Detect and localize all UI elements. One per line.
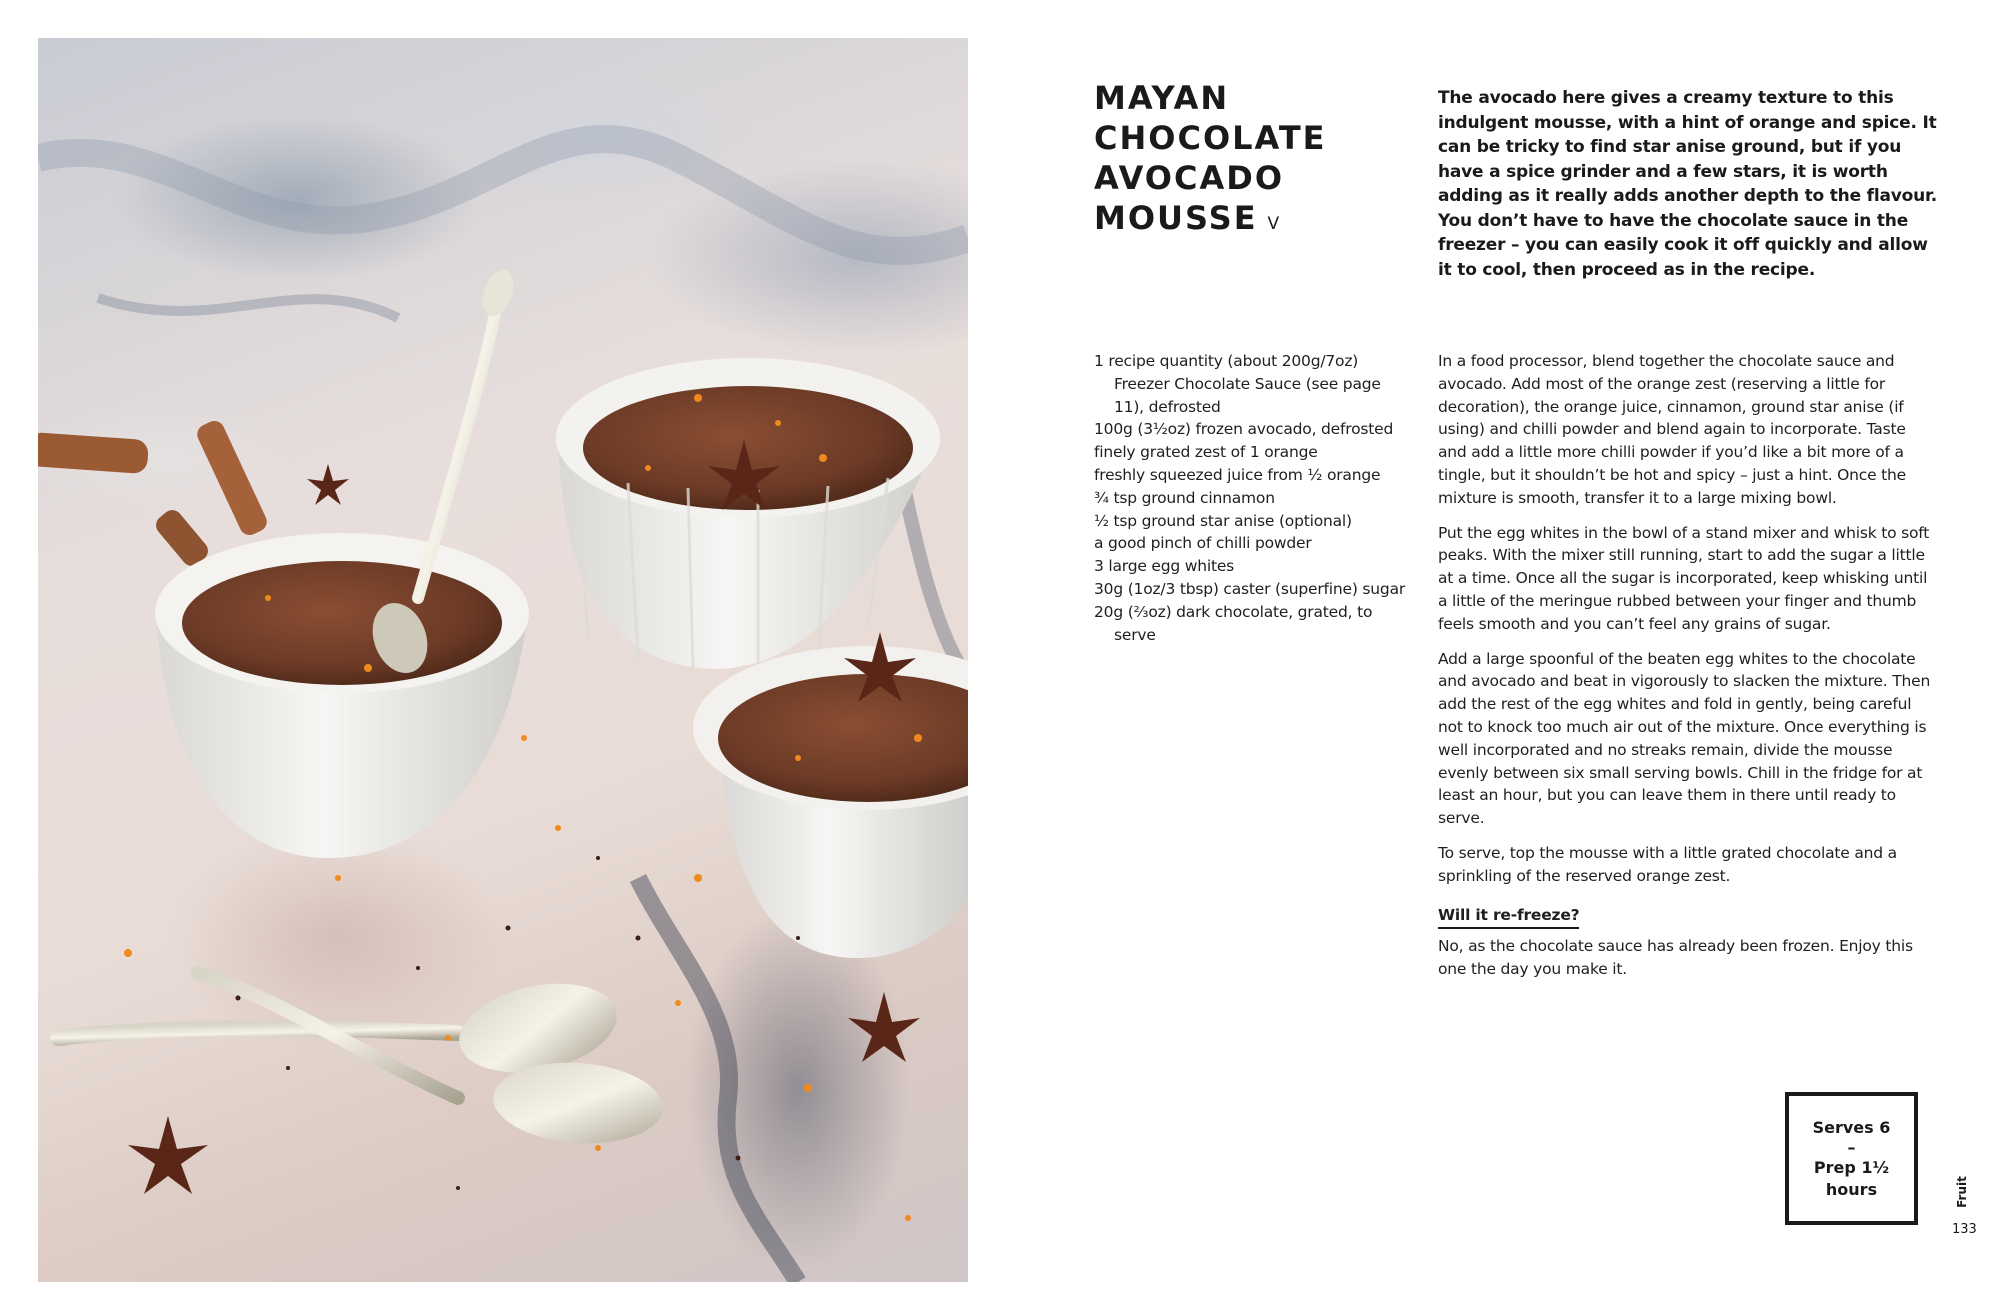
serves-prep-box — [1785, 1092, 1918, 1225]
ingredient-item: freshly squeezed juice from ½ orange — [1094, 465, 1381, 484]
method-step-4: To serve, top the mousse with a little grated chocolate and a sprinkling of the reserved orange zest. — [1438, 843, 1897, 885]
title-line-1: MAYAN — [1094, 79, 1230, 117]
bowl-front-left — [155, 533, 529, 858]
method-step-3: Add a large spoonful of the beaten egg whites to the chocolate and avocado and beat in vigorously to slacken the mixture. Then add the rest of the egg whites and fold in gently, being careful not to knock too much air out of the mixture. Once everything is well incorporated and no streaks remain, divide the mousse evenly between six small serving bowls. Chill in the fridge for at least an hour, but you can leave them in there until ready to serve. — [1438, 649, 1931, 828]
title-line-3: AVOCADO — [1094, 159, 1285, 197]
ingredient-item: 100g (3½oz) frozen avocado, defrosted — [1094, 420, 1394, 439]
refreeze-heading: Will it re-freeze? — [1438, 904, 1579, 930]
vegetarian-mark: V — [1267, 214, 1280, 234]
ingredient-item: 20g (⅔oz) dark chocolate, grated, to serve — [1094, 602, 1373, 644]
ingredient-item: 1 recipe quantity (about 200g/7oz) Freezer Chocolate Sauce (see page 11), defrosted — [1094, 352, 1381, 416]
refreeze-answer: No, as the chocolate sauce has already been frozen. Enjoy this one the day you make it. — [1438, 937, 1913, 979]
recipe-photo — [38, 38, 968, 1282]
prep-time-text: Prep 1½ hours — [1813, 1157, 1890, 1199]
title-line-4 — [1094, 198, 1394, 244]
ingredients-list — [1094, 350, 1414, 646]
serves-text: Serves 6 — [1812, 1117, 1891, 1137]
ingredient-item: ¾ tsp ground cinnamon — [1094, 488, 1275, 507]
ingredient-item: 30g (1oz/3 tbsp) caster (superfine) sugar — [1094, 579, 1406, 598]
method-step-2: Put the egg whites in the bowl of a stand mixer and whisk to soft peaks. With the mixer still running, start to add the sugar a little at a time. Once all the sugar is incorporated, keep whisking until a little of the meringue rubbed between your finger and thumb feels smooth and you can’t feel any grains of sugar. — [1438, 523, 1930, 633]
cinnamon-sticks — [38, 418, 270, 570]
bowl-back — [556, 358, 940, 670]
recipe-intro: The avocado here gives a creamy texture to this indulgent mousse, with a hint of orange and spice. It can be tricky to find star anise ground, but if you have a spice grinder and a few stars, it is worth adding as it really adds another depth to the flavour. You don’t have to have the chocolate sauce in the freezer – you can easily cook it off quickly and allow it to cool, then proceed as in the recipe. — [1438, 88, 1938, 280]
title-line-2: CHOCOLATE — [1094, 119, 1327, 157]
ingredient-item: a good pinch of chilli powder — [1094, 534, 1312, 553]
title-line-4-text: MOUSSE — [1094, 199, 1258, 237]
loose-spoons — [58, 970, 666, 1149]
method-section — [1438, 350, 1938, 993]
ingredient-item: 3 large egg whites — [1094, 557, 1235, 576]
recipe-title — [1094, 78, 1394, 244]
page-number: 133 — [1952, 1222, 1977, 1237]
photo-illustration — [38, 38, 968, 1282]
ingredient-item: finely grated zest of 1 orange — [1094, 443, 1318, 462]
serves-separator: – — [1847, 1137, 1856, 1157]
method-step-1: In a food processor, blend together the chocolate sauce and avocado. Add most of the orange zest (reserving a little for decoration), the orange juice, cinnamon, ground star anise (if using) and chilli powder and blend again to incorporate. Taste and add a little more chilli powder if you’d like a bit more of a tingle, but it shouldn’t be hot and spicy – just a hint. Once the mixture is smooth, transfer it to a large mixing bowl. — [1438, 352, 1907, 507]
section-label: Fruit — [1954, 1176, 1969, 1208]
bowl-front-right — [693, 646, 968, 958]
ingredient-item: ½ tsp ground star anise (optional) — [1094, 511, 1352, 530]
